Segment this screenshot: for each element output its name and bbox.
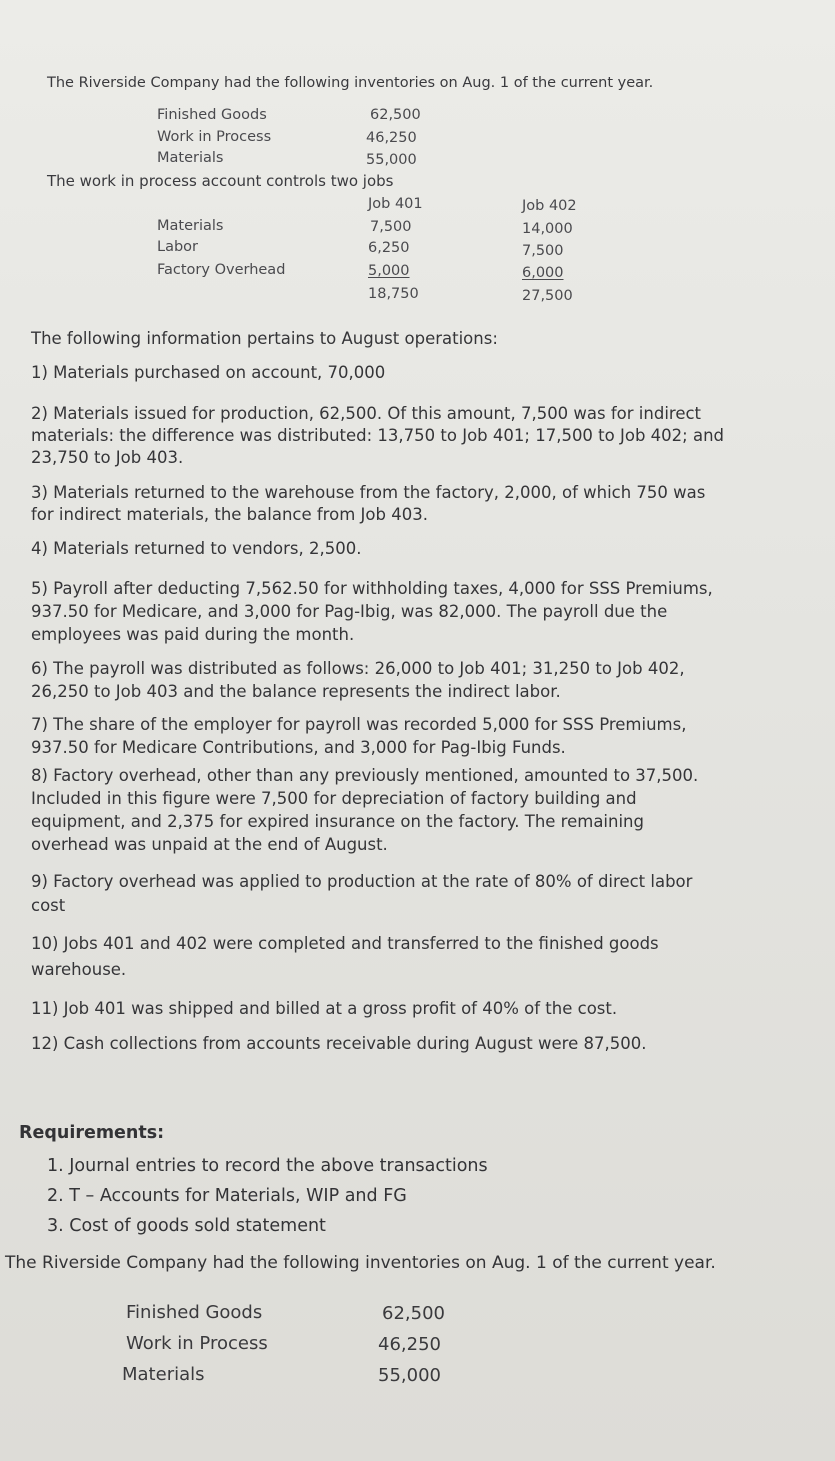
inventory-label-finished-goods: Finished Goods — [157, 107, 267, 123]
item-10 — [31, 931, 659, 983]
job401-materials: 7,500 — [370, 219, 412, 235]
requirements-title: Requirements: — [19, 1123, 165, 1143]
item-line: 9) Factory overhead was applied to production at the rate of 80% of direct labor — [31, 872, 693, 891]
item-line: 23,750 to Job 403. — [31, 448, 184, 467]
item-7 — [31, 713, 686, 759]
requirement-item: 2. T – Accounts for Materials, WIP and FG — [47, 1186, 407, 1206]
item-line: warehouse. — [31, 960, 127, 979]
item-line: 10) Jobs 401 and 402 were completed and transferred to the finished goods — [31, 934, 659, 953]
job-row-label-materials: Materials — [157, 218, 224, 234]
item-line: 5) Payroll after deducting 7,562.50 for withholding taxes, 4,000 for SSS Premiums, — [31, 579, 713, 598]
job402-overhead: 6,000 — [522, 265, 564, 281]
inventory-label-wip: Work in Process — [157, 129, 272, 145]
wip-text: The work in process account controls two jobs — [47, 172, 394, 190]
item-line: equipment, and 2,375 for expired insurance on the factory. The remaining — [31, 812, 644, 831]
item-5 — [31, 577, 713, 646]
item-4 — [31, 539, 361, 558]
job-row-label-labor: Labor — [157, 239, 199, 255]
job402-total: 27,500 — [522, 288, 573, 304]
item-line: employees was paid during the month. — [31, 625, 355, 644]
item-line: 4) Materials returned to vendors, 2,500. — [31, 539, 362, 558]
inventory-value-finished-goods: 62,500 — [370, 107, 421, 123]
item-line: 7) The share of the employer for payroll was recorded 5,000 for SSS Premiums, — [31, 715, 687, 734]
inventory-label-materials: Materials — [157, 150, 224, 166]
item-8 — [31, 764, 698, 856]
item-line: 26,250 to Job 403 and the balance represents the indirect labor. — [31, 682, 561, 701]
job-header-402: Job 402 — [522, 198, 577, 214]
item-line: 937.50 for Medicare, and 3,000 for Pag-Ibig, was 82,000. The payroll due the — [31, 602, 668, 621]
item-line: 937.50 for Medicare Contributions, and 3,000 for Pag-Ibig Funds. — [31, 738, 566, 757]
item-line: for indirect materials, the balance from Job 403. — [31, 505, 428, 524]
item-11 — [31, 999, 617, 1018]
intro-text: The Riverside Company had the following inventories on Aug. 1 of the current year. — [47, 75, 654, 91]
item-9 — [31, 870, 692, 918]
bottom-label-finished-goods: Finished Goods — [126, 1302, 263, 1323]
job401-labor: 6,250 — [368, 240, 410, 256]
item-line: 12) Cash collections from accounts receivable during August were 87,500. — [31, 1034, 647, 1053]
inventory-value-wip: 46,250 — [366, 130, 417, 146]
item-line: 11) Job 401 was shipped and billed at a gross profit of 40% of the cost. — [31, 999, 618, 1018]
bottom-value-wip: 46,250 — [378, 1334, 441, 1355]
inventory-value-materials: 55,000 — [366, 152, 417, 168]
item-line: 8) Factory overhead, other than any previously mentioned, amounted to 37,500. — [31, 766, 699, 785]
item-12 — [31, 1034, 646, 1053]
item-line: 2) Materials issued for production, 62,500. Of this amount, 7,500 was for indirect — [31, 404, 702, 423]
info-header: The following information pertains to August operations: — [31, 329, 498, 348]
bottom-value-materials: 55,000 — [378, 1365, 441, 1386]
bottom-label-materials: Materials — [122, 1364, 205, 1385]
job-row-label-overhead: Factory Overhead — [157, 262, 286, 278]
requirement-item: 1. Journal entries to record the above transactions — [47, 1156, 488, 1176]
job402-labor: 7,500 — [522, 243, 564, 259]
item-line: materials: the difference was distributed: 13,750 to Job 401; 17,500 to Job 402; and — [31, 426, 725, 445]
bottom-value-finished-goods: 62,500 — [382, 1303, 445, 1324]
item-line: cost — [31, 896, 66, 915]
requirement-item: 3. Cost of goods sold statement — [47, 1216, 326, 1236]
item-1 — [31, 363, 385, 382]
bottom-label-wip: Work in Process — [126, 1333, 268, 1354]
item-line: 6) The payroll was distributed as follows: 26,000 to Job 401; 31,250 to Job 402, — [31, 659, 685, 678]
intro-text-repeat: The Riverside Company had the following inventories on Aug. 1 of the current year. — [5, 1253, 716, 1273]
item-line: 3) Materials returned to the warehouse from the factory, 2,000, of which 750 was — [31, 483, 706, 502]
job-header-401: Job 401 — [368, 196, 423, 212]
item-2 — [31, 403, 724, 469]
job401-overhead: 5,000 — [368, 263, 410, 279]
item-6 — [31, 657, 685, 703]
item-line: 1) Materials purchased on account, 70,000 — [31, 363, 386, 382]
item-3 — [31, 482, 705, 526]
item-line: Included in this figure were 7,500 for depreciation of factory building and — [31, 789, 637, 808]
job402-materials: 14,000 — [522, 221, 573, 237]
item-line: overhead was unpaid at the end of August. — [31, 835, 388, 854]
job401-total: 18,750 — [368, 286, 419, 302]
